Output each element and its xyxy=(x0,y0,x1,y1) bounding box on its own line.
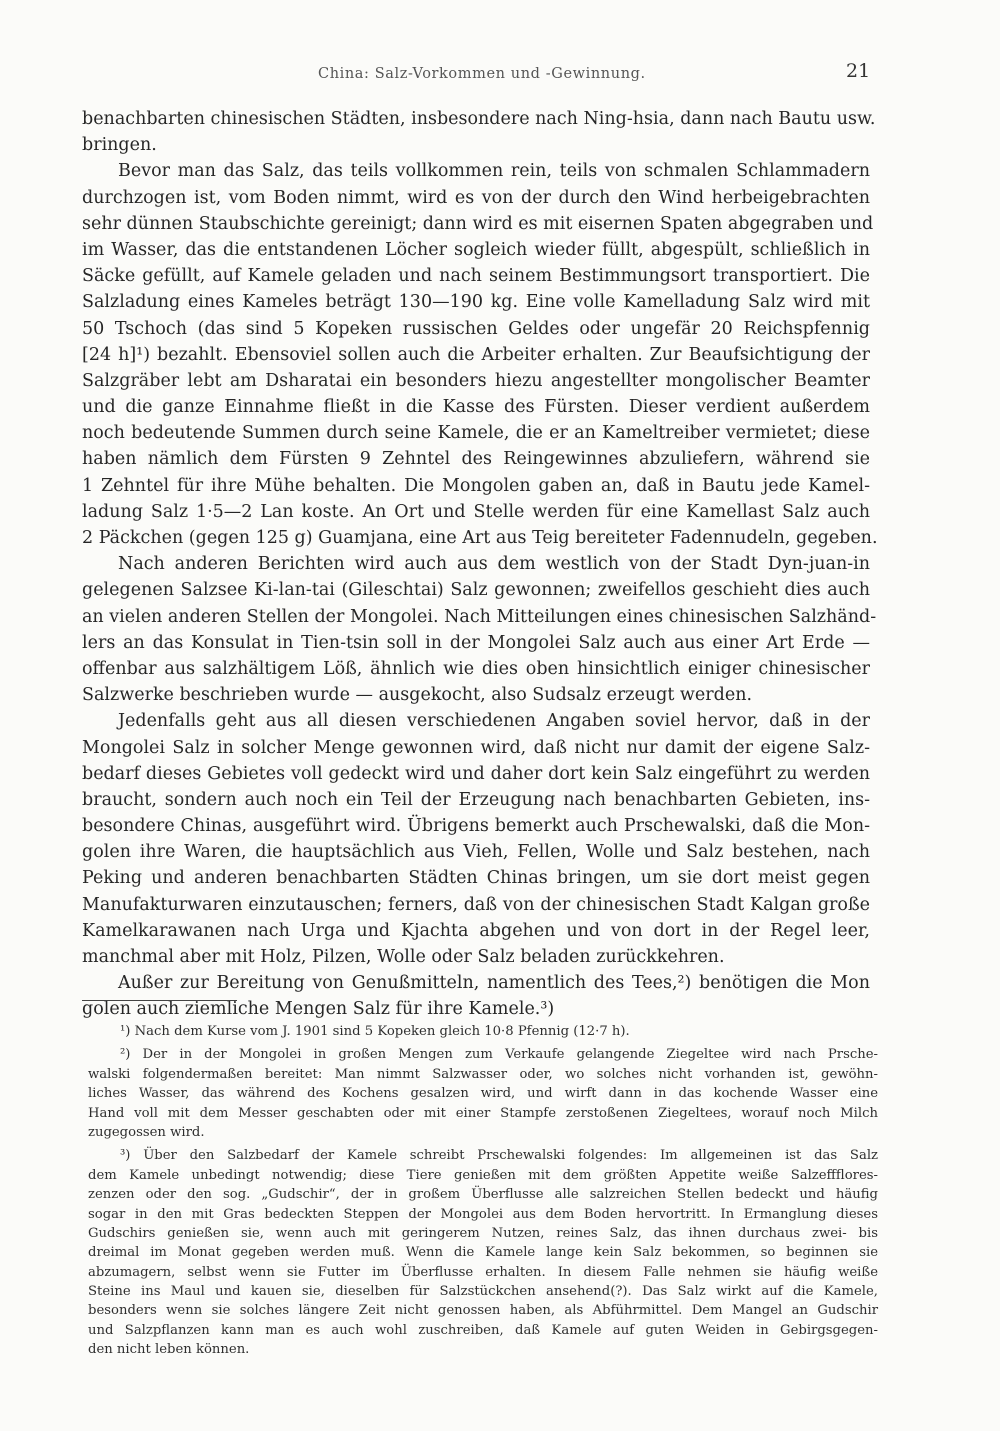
footnote-line: Steine ins Maul und kauen sie, dieselben für Salzstückchen ansehend(?). Das Salz wirkt auf die Kamele, xyxy=(88,1284,878,1300)
body-line: Peking und anderen benachbarten Städten Chinas bringen, um sie dort meist gegen xyxy=(82,868,870,889)
body-line: im Wasser, das die entstandenen Löcher sogleich wieder füllt, abgespült, schließlich in xyxy=(82,239,870,260)
footnote-line: dreimal im Monat gegeben werden muß. Wenn die Kamele lange kein Salz bekommen, so beginnen sie xyxy=(88,1245,878,1261)
body-line: Kamelkarawanen nach Urga und Kjachta abgehen und von dort in der Regel leer, xyxy=(82,920,870,941)
body-line: golen ihre Waren, die hauptsächlich aus Vieh, Fellen, Wolle und Salz bestehen, nach xyxy=(82,842,870,863)
footnote-line: zugegossen wird. xyxy=(88,1124,205,1140)
footnote-line: den nicht leben können. xyxy=(88,1342,250,1358)
body-line: bedarf dieses Gebietes voll gedeckt wird und daher dort kein Salz eingeführt zu werden xyxy=(82,763,870,784)
body-line: benachbarten chinesischen Städten, insbesondere nach Ning-hsia, dann nach Bautu usw. xyxy=(82,109,876,129)
body-line: Manufakturwaren einzutauschen; ferners, daß von der chinesischen Stadt Kalgan große xyxy=(82,894,870,915)
body-line: Nach anderen Berichten wird auch aus dem westlich von der Stadt Dyn-juan-in xyxy=(118,554,870,575)
footnote-line: ³) Über den Salzbedarf der Kamele schreibt Prschewalski folgendes: Im allgemeinen ist das Salz xyxy=(120,1148,878,1164)
body-line: Jedenfalls geht aus all diesen verschiedenen Angaben soviel hervor, daß in der xyxy=(118,711,870,732)
running-head: China: Salz-Vorkommen und -Gewinnung. xyxy=(318,66,646,82)
body-line: ladung Salz 1·5—2 Lan koste. An Ort und Stelle werden für eine Kamellast Salz auch xyxy=(82,501,870,522)
body-line: sehr dünnen Staubschichte gereinigt; dann wird es mit eisernen Spaten abgegraben und xyxy=(82,213,874,234)
body-line: lers an das Konsulat in Tien-tsin soll in der Mongolei Salz auch aus einer Art Erde — xyxy=(82,632,870,653)
footnote-line: dem Kamele unbedingt notwendig; diese Tiere genießen mit dem größten Appetite weiße Salzeffflores- xyxy=(88,1167,878,1183)
footnote-line: ²) Der in der Mongolei in großen Mengen zum Verkaufe gelangende Ziegeltee wird nach Prsche- xyxy=(120,1047,878,1063)
body-line: gelegenen Salzsee Ki-lan-tai (Gileschtai) Salz gewonnen; zweifellos geschieht dies auch xyxy=(82,580,870,601)
body-line: 2 Päckchen (gegen 125 g) Guamjana, eine Art aus Teig bereiteter Fadennudeln, gegeben. xyxy=(82,528,878,548)
body-line: bringen. xyxy=(82,135,157,156)
footnote-line: und Salzpflanzen kann man es auch wohl zuschreiben, daß Kamele auf guten Weiden in Gebirgsgegen- xyxy=(88,1322,878,1338)
body-line: Außer zur Bereitung von Genußmitteln, namentlich des Tees,²) benötigen die Mon xyxy=(118,973,870,994)
body-line: an vielen anderen Stellen der Mongolei. Nach Mitteilungen eines chinesischen Salzhänd- xyxy=(82,606,877,627)
body-line: Bevor man das Salz, das teils vollkommen rein, teils von schmalen Schlammadern xyxy=(118,161,870,182)
body-line: Salzladung eines Kameles beträgt 130—190 kg. Eine volle Kamelladung Salz wird mit xyxy=(82,292,870,313)
page-number: 21 xyxy=(846,60,871,82)
footnote-divider xyxy=(82,1000,237,1001)
footnote-line: ¹) Nach dem Kurse vom J. 1901 sind 5 Kopeken gleich 10·8 Pfennig (12·7 h). xyxy=(120,1024,630,1039)
footnote-line: liches Wasser, das während des Kochens gesalzen wird, und wirft dann in das kochende Wasser eine xyxy=(88,1086,878,1102)
footnote-line: walski folgendermaßen bereitet: Man nimmt Salzwasser oder, wo solches nicht vorhanden ist, gewöhn- xyxy=(88,1066,878,1082)
body-line: [24 h]¹) bezahlt. Ebensoviel sollen auch die Arbeiter erhalten. Zur Beaufsichtigung der xyxy=(82,344,870,365)
body-line: manchmal aber mit Holz, Pilzen, Wolle oder Salz beladen zurückkehren. xyxy=(82,947,725,967)
body-line: und die ganze Einnahme fließt in die Kasse des Fürsten. Dieser verdient außerdem xyxy=(82,397,870,418)
body-line: noch bedeutende Summen durch seine Kamele, die er an Kameltreiber vermietet; diese xyxy=(82,423,870,444)
body-line: Salzwerke beschrieben wurde — ausgekocht, also Sudsalz erzeugt werden. xyxy=(82,685,753,706)
body-text xyxy=(82,106,878,1023)
body-line: besondere Chinas, ausgeführt wird. Übrigens bemerkt auch Prschewalski, daß die Mon- xyxy=(82,816,870,837)
body-line: Salzgräber lebt am Dsharatai ein besonders hiezu angestellter mongolischer Beamter xyxy=(82,370,870,391)
body-line: Mongolei Salz in solcher Menge gewonnen wird, daß nicht nur damit der eigene Salz- xyxy=(82,737,870,758)
footnotes xyxy=(88,1022,878,1360)
body-line: braucht, sondern auch noch ein Teil der Erzeugung nach benachbarten Gebieten, ins- xyxy=(82,789,870,810)
body-line: golen auch ziemliche Mengen Salz für ihre Kamele.³) xyxy=(82,999,555,1020)
body-line: Säcke gefüllt, auf Kamele geladen und nach seinem Bestimmungsort transportiert. Die xyxy=(82,266,870,287)
footnote-line: Hand voll mit dem Messer geschabten oder mit einer Stampfe zerstoßenen Ziegeltees, worauf noch Milch xyxy=(88,1105,878,1121)
footnote-line: sogar in den mit Gras bedeckten Steppen der Mongolei aus dem Boden hervortritt. In Ermanglung dieses xyxy=(88,1206,878,1222)
footnote-line: Gudschirs genießen sie, wenn auch mit geringerem Nutzen, reines Salz, das ihnen durchaus zwei- bis xyxy=(88,1225,878,1241)
footnote-line: zenzen oder den sog. „Gudschir“, der in großem Überflusse alle salzreichen Stellen bedeckt und häufig xyxy=(88,1187,878,1203)
body-line: 1 Zehntel für ihre Mühe behalten. Die Mongolen gaben an, daß in Bautu jede Kamel- xyxy=(82,475,870,496)
body-line: 50 Tschoch (das sind 5 Kopeken russischen Geldes oder ungefär 20 Reichspfennig xyxy=(82,318,870,339)
body-line: haben nämlich dem Fürsten 9 Zehntel des Reingewinnes abzuliefern, während sie xyxy=(82,449,870,470)
footnote-line: besonders wenn sie solches längere Zeit nicht genossen haben, als Abführmittel. Dem Mangel an Gudschir xyxy=(88,1303,878,1319)
body-line: offenbar aus salzhältigem Löß, ähnlich wie dies oben hinsichtlich einiger chinesischer xyxy=(82,658,870,679)
body-line: durchzogen ist, vom Boden nimmt, wird es von der durch den Wind herbeigebrachten xyxy=(82,187,870,208)
footnote-line: abzumagern, selbst wenn sie Futter im Überflusse erhalten. In diesem Falle nehmen sie häufig weiße xyxy=(88,1264,878,1280)
